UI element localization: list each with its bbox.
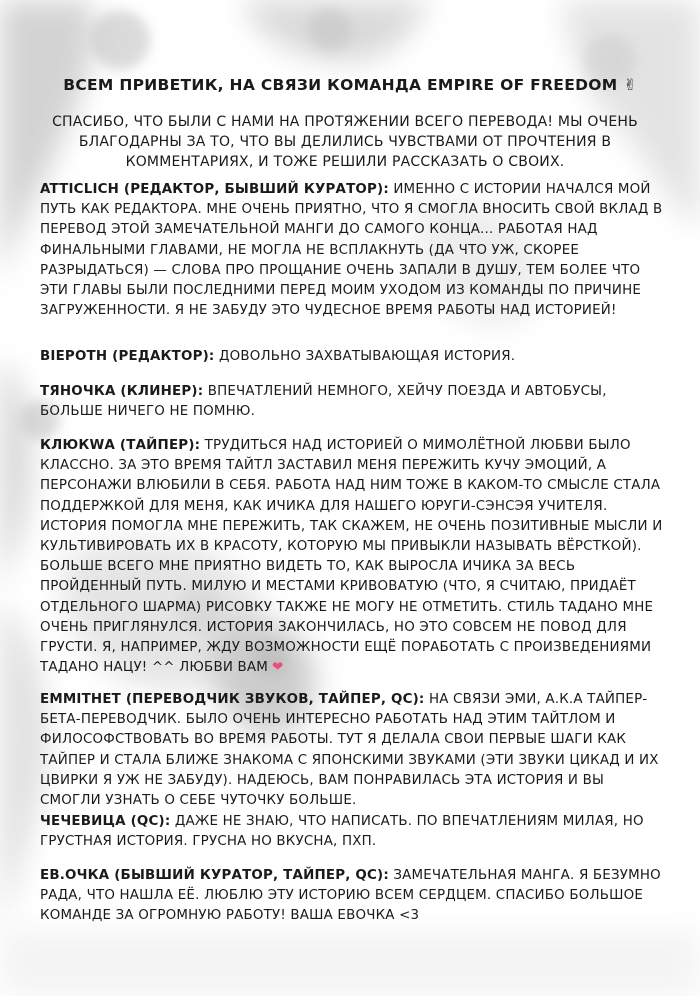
commenter-name: EB.ОЧКА (БЫВШИЙ КУРАТОР, ТАЙПЕР, QC): [40, 868, 389, 883]
commenter-name: BIEPOTH (РЕДАКТОР): [40, 349, 215, 364]
page-title [0, 76, 700, 94]
commenter-name: EMMITHET (ПЕРЕВОДЧИК ЗВУКОВ, ТАЙПЕР, QC): [40, 692, 425, 707]
comment-tyanochka [40, 382, 666, 422]
comment-text: ДОВОЛЬНО ЗАХВАТЫВАЮЩАЯ ИСТОРИЯ. [218, 349, 516, 364]
comment-text: НА СВЯЗИ ЭМИ, А.К.А ТАЙПЕР-БЕТА-ПЕРЕВОДЧИК. БЫЛО ОЧЕНЬ ИНТЕРЕСНО РАБОТАТЬ НАД ЭТИМ ТАЙТЛОМ И ФИЛОСОФСТВОВАТЬ ВО ВРЕМЯ РАБОТЫ. ТУТ Я ДЕЛАЛА СВОИ ПЕРВЫЕ ШАГИ КАК ТАЙПЕР И СТАЛА БЛИЖЕ ЗНАКОМА С ЯПОНСКИМИ ЗВУКАМИ (ЭТИ ЗВУКИ ЦИКАД И ИХ ЦВИРКИ Я УЖ НЕ ЗАБУДУ). НАДЕЮСЬ, ВАМ ПОНРАВИЛАСЬ ЭТА ИСТОРИЯ И ВЫ СМОГЛИ УЗНАТЬ О СЕБЕ ЧУТОЧКУ БОЛЬШЕ. [40, 692, 659, 809]
comment-evochka [40, 866, 666, 927]
comment-text: ТРУДИТЬСЯ НАД ИСТОРИЕЙ О МИМОЛЁТНОЙ ЛЮБВИ БЫЛО КЛАССНО. ЗА ЭТО ВРЕМЯ ТАЙТЛ ЗАСТАВИЛ МЕНЯ ПЕРЕЖИТЬ КУЧУ ЭМОЦИЙ, А ПЕРСОНАЖИ ВЛЮБИЛИ В СЕБЯ. РАБОТА НАД НИМ ТОЖЕ В КАКОМ-ТО СМЫСЛЕ СТАЛА ПОДДЕРЖКОЙ ДЛЯ МЕНЯ, КАК ИЧИКА ДЛЯ НАШЕГО ЮРУГИ-СЭНСЭЯ УЧИТЕЛЯ. ИСТОРИЯ ПОМОГЛА МНЕ ПЕРЕЖИТЬ, ТАК СКАЖЕМ, НЕ ОЧЕНЬ ПОЗИТИВНЫЕ МЫСЛИ И КУЛЬТИВИРОВАТЬ ИХ В КРАСОТУ, КОТОРУЮ МЫ ПРИВЫКЛИ НАЗЫВАТЬ ВЁРСТКОЙ). БОЛЬШЕ ВСЕГО МНЕ ПРИЯТНО ВИДЕТЬ ТО, КАК ВЫРОСЛА ИЧИКА ЗА ВЕСЬ ПРОЙДЕННЫЙ ПУТЬ. МИЛУЮ И МЕСТАМИ КРИВОВАТУЮ (ЧТО, Я СЧИТАЮ, ПРИДАЁТ ОТДЕЛЬНОГО ШАРМА) РИСОВКУ ТАКЖЕ НЕ МОГУ НЕ ОТМЕТИТЬ. СТИЛЬ ТАДАНО МНЕ ОЧЕНЬ ПРИГЛЯНУЛСЯ. ИСТОРИЯ ЗАКОНЧИЛАСЬ, НО ЭТО СОВСЕМ НЕ ПОВОД ДЛЯ ГРУСТИ. Я, НАПРИМЕР, ЖДУ ВОЗМОЖНОСТИ ЕЩЁ ПОРАБОТАТЬ С ПРОИЗВЕДЕНИЯМИ ТАДАНО НАЦУ! ^^ ЛЮБВИ ВАМ [40, 438, 663, 676]
comment-text: ЗАМЕЧАТЕЛЬНАЯ МАНГА. Я БЕЗУМНО РАДА, ЧТО НАШЛА ЕЁ. ЛЮБЛЮ ЭТУ ИСТОРИЮ ВСЕМ СЕРДЦЕМ. СПАСИБО БОЛЬШОЕ КОМАНДЕ ЗА ОГРОМНУЮ РАБОТУ! ВАША ЕВОЧКА <3 [40, 868, 661, 924]
commenter-name: ATTICLICH (РЕДАКТОР, БЫВШИЙ КУРАТОР): [40, 182, 389, 197]
victory-hand-icon: ✌ [623, 76, 637, 94]
comment-text: ИМЕННО С ИСТОРИИ НАЧАЛСЯ МОЙ ПУТЬ КАК РЕДАКТОРА. МНЕ ОЧЕНЬ ПРИЯТНО, ЧТО Я СМОГЛА ВНОСИТЬ СВОЙ ВКЛАД В ПЕРЕВОД ЭТОЙ ЗАМЕЧАТЕЛЬНОЙ МАНГИ ДО САМОГО КОНЦА... РАБОТАЯ НАД ФИНАЛЬНЫМИ ГЛАВАМИ, НЕ МОГЛА НЕ ВСПЛАКНУТЬ (ДА ЧТО УЖ, СКОРЕЕ РАЗРЫДАТЬСЯ) — СЛОВА ПРО ПРОЩАНИЕ ОЧЕНЬ ЗАПАЛИ В ДУШУ, ТЕМ БОЛЕЕ ЧТО ЭТИ ГЛАВЫ БЫЛИ ПОСЛЕДНИМИ ПЕРЕД МОИМ УХОДОМ ИЗ КОМАНДЫ ПО ПРИЧИНЕ ЗАГРУЖЕННОСТИ. Я НЕ ЗАБУДУ ЭТО ЧУДЕСНОЕ ВРЕМЯ РАБОТЫ НАД ИСТОРИЕЙ! [40, 182, 663, 319]
comment-klyukwa [40, 436, 666, 678]
commenter-name: ТЯНОЧКА (КЛИНЕР): [40, 384, 204, 399]
comment-atticlich [40, 180, 666, 321]
heart-icon: ❤ [272, 660, 284, 676]
title-text: ВСЕМ ПРИВЕТИК, НА СВЯЗИ КОМАНДА EMPIRE OF FREEDOM [63, 76, 618, 94]
comment-chechevitsa [40, 812, 666, 852]
comment-emmithet [40, 690, 666, 811]
comment-text: ВПЕЧАТЛЕНИЙ НЕМНОГО, ХЕЙЧУ ПОЕЗДА И АВТОБУСЫ, БОЛЬШЕ НИЧЕГО НЕ ПОМНЮ. [40, 384, 607, 420]
comment-biepoth [40, 347, 666, 367]
commenter-name: ЧЕЧЕВИЦА (QC): [40, 814, 171, 829]
comment-text: ДАЖЕ НЕ ЗНАЮ, ЧТО НАПИСАТЬ. ПО ВПЕЧАТЛЕНИЯМ МИЛАЯ, НО ГРУСТНАЯ ИСТОРИЯ. ГРУСНА НО ВКУСНА, ПХП. [40, 814, 644, 850]
commenter-name: КЛЮКWА (ТАЙПЕР): [40, 438, 201, 453]
intro-text: СПАСИБО, ЧТО БЫЛИ С НАМИ НА ПРОТЯЖЕНИИ ВСЕГО ПЕРЕВОДА! МЫ ОЧЕНЬ БЛАГОДАРНЫ ЗА ТО, ЧТО ВЫ ДЕЛИЛИСЬ ЧУВСТВАМИ ОТ ПРОЧТЕНИЯ В КОММЕНТАРИЯХ, И ТОЖЕ РЕШИЛИ РАССКАЗАТЬ О СВОИХ. [52, 114, 638, 170]
